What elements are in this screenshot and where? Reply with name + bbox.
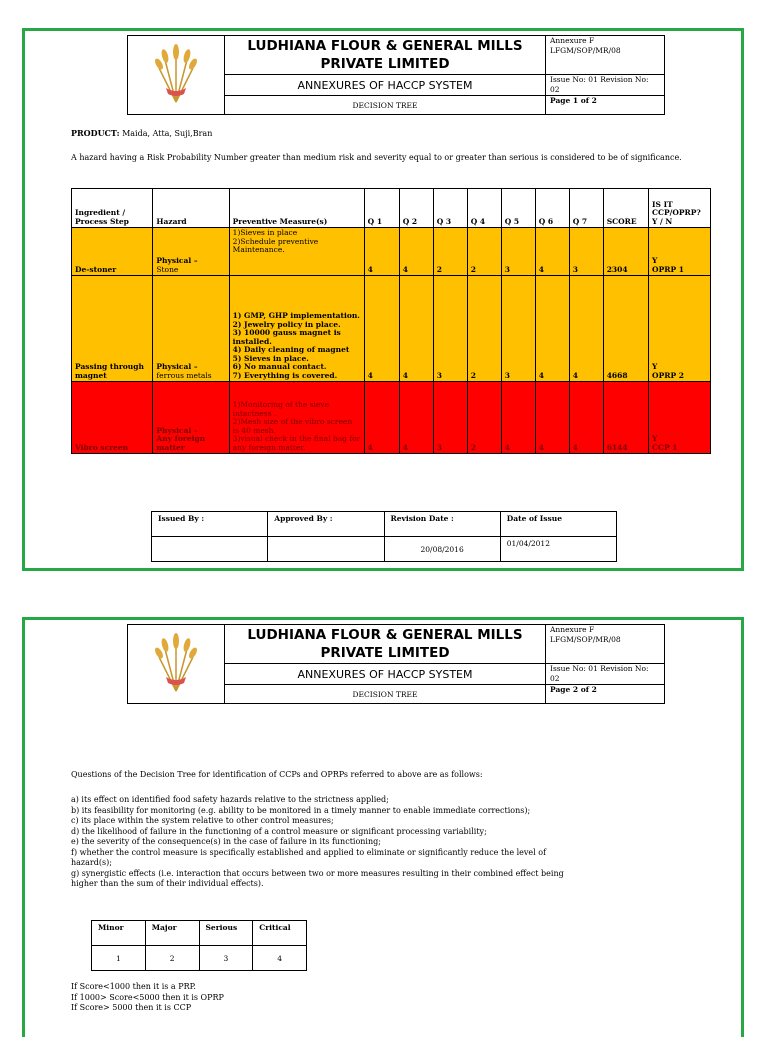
table-row: Passing through magnet Physical – ferrous metals 1) GMP, GHP implementation. 2) Jewelry policy in place. 3) 10000 gauss magnet is installed. 4) Daily cleaning of magnet 5) Sieves in place. 6) No manual contact. 7) Everything is covered. 4 4 3 2 3 4 4 4668 Y OPRP 2	[72, 276, 711, 382]
severity-value: 3	[199, 946, 253, 971]
score-rules	[71, 982, 224, 1014]
document-header	[127, 624, 665, 704]
date-of-issue-label: Date of Issue	[500, 512, 616, 537]
wheat-logo	[128, 36, 225, 115]
severity-major: Major	[145, 921, 199, 946]
col-q1: Q 1	[364, 189, 399, 228]
signoff-table	[151, 511, 617, 562]
document-header	[127, 35, 665, 115]
questions-list	[71, 795, 571, 890]
list-item: If 1000> Score<5000 then it is OPRP	[71, 992, 224, 1002]
col-measures: Preventive Measure(s)	[229, 189, 364, 228]
col-step: Ingredient / Process Step	[72, 189, 153, 228]
list-item: c) its place within the system relative to other control measures;	[71, 816, 334, 825]
doc-title: DECISION TREE	[225, 685, 546, 704]
col-q7: Q 7	[569, 189, 603, 228]
product-line	[71, 128, 212, 140]
wheat-logo	[128, 625, 225, 704]
document-page-2	[22, 617, 744, 1037]
questions-intro: Questions of the Decision Tree for identification of CCPs and OPRPs referred to above are as follows:	[71, 770, 483, 779]
table-header-row	[72, 189, 711, 228]
col-hazard: Hazard	[153, 189, 229, 228]
col-score: SCORE	[603, 189, 648, 228]
approved-by-label: Approved By :	[268, 512, 384, 537]
date-of-issue-value: 01/04/2012	[500, 537, 616, 562]
col-q6: Q 6	[535, 189, 569, 228]
company-name-line1: LUDHIANA FLOUR & GENERAL MILLS	[247, 38, 523, 54]
intro-paragraph: A hazard having a Risk Probability Number greater than medium risk and severity equal to or greater than serious is considered to be of significance.	[71, 153, 682, 162]
col-q4: Q 4	[467, 189, 501, 228]
page-gap	[0, 571, 768, 617]
hazard-table	[71, 188, 711, 454]
list-item: d) the likelihood of failure in the functioning of a control measure or significant processing variability;	[71, 826, 487, 836]
issue-revision: Issue No: 01 Revision No: 02	[546, 664, 665, 685]
severity-serious: Serious	[199, 921, 253, 946]
system-title: ANNEXURES OF HACCP SYSTEM	[225, 664, 546, 685]
list-item: If Score> 5000 then it is CCP	[71, 1003, 192, 1012]
doc-code: LFGM/SOP/MR/08	[550, 46, 621, 55]
revision-date-label: Revision Date :	[384, 512, 500, 537]
list-item: a) its effect on identified food safety hazards relative to the strictness applied;	[71, 795, 389, 804]
company-name-line1: LUDHIANA FLOUR & GENERAL MILLS	[247, 627, 523, 643]
issued-by-value	[152, 537, 268, 562]
issued-by-label: Issued By :	[152, 512, 268, 537]
doc-title: DECISION TREE	[225, 96, 546, 115]
col-q5: Q 5	[501, 189, 535, 228]
col-q2: Q 2	[399, 189, 433, 228]
severity-table	[91, 920, 307, 971]
list-item: e) the severity of the consequence(s) in the case of failure in its functioning;	[71, 837, 381, 846]
list-item: g) synergistic effects (i.e. interaction that occurs between two or more measures resulting in their combined effect being higher than the sum of their individual effects).	[71, 868, 564, 888]
table-row: De-stoner Physical – Stone 1)Sieves in place 2)Schedule preventive Maintenance. 4 4 2 2 3 4 3 2304 Y OPRP 1	[72, 228, 711, 276]
annexure-label: Annexure F	[550, 625, 595, 634]
list-item: b) its feasibility for monitoring (e.g. ability to be monitored in a timely manner to enable immediate corrections);	[71, 805, 531, 815]
revision-date-value: 20/08/2016	[384, 537, 500, 562]
table-row: Vibro screen Physical – Any foreign matter 1)Monitoring of the sieve intactness . 2)Mesh size of the vibro screen is 40 mesh. 3)visual check in the final bag for any foreign matter. 4 4 3 2 4 4 4 6144 Y CCP 1	[72, 382, 711, 454]
severity-critical: Critical	[253, 921, 307, 946]
product-value: Maida, Atta, Suji,Bran	[122, 129, 213, 138]
document-page-1	[22, 28, 744, 571]
severity-value: 1	[92, 946, 146, 971]
approved-by-value	[268, 537, 384, 562]
product-label: PRODUCT:	[71, 128, 120, 138]
severity-value: 4	[253, 946, 307, 971]
issue-revision: Issue No: 01 Revision No: 02	[546, 75, 665, 96]
company-name-line2: PRIVATE LIMITED	[320, 645, 450, 661]
page-number: Page 1 of 2	[546, 96, 665, 115]
severity-minor: Minor	[92, 921, 146, 946]
list-item: If Score<1000 then it is a PRP.	[71, 982, 196, 991]
severity-value: 2	[145, 946, 199, 971]
page-number: Page 2 of 2	[546, 685, 665, 704]
system-title: ANNEXURES OF HACCP SYSTEM	[225, 75, 546, 96]
company-name-line2: PRIVATE LIMITED	[320, 56, 450, 72]
doc-code: LFGM/SOP/MR/08	[550, 635, 621, 644]
annexure-label: Annexure F	[550, 36, 595, 45]
wheat-icon	[151, 42, 201, 104]
list-item: f) whether the control measure is specifically established and applied to eliminate or significantly reduce the level of hazard(s);	[71, 847, 547, 867]
col-result: IS IT CCP/OPRP? Y / N	[649, 189, 711, 228]
col-q3: Q 3	[433, 189, 467, 228]
wheat-icon	[151, 631, 201, 693]
